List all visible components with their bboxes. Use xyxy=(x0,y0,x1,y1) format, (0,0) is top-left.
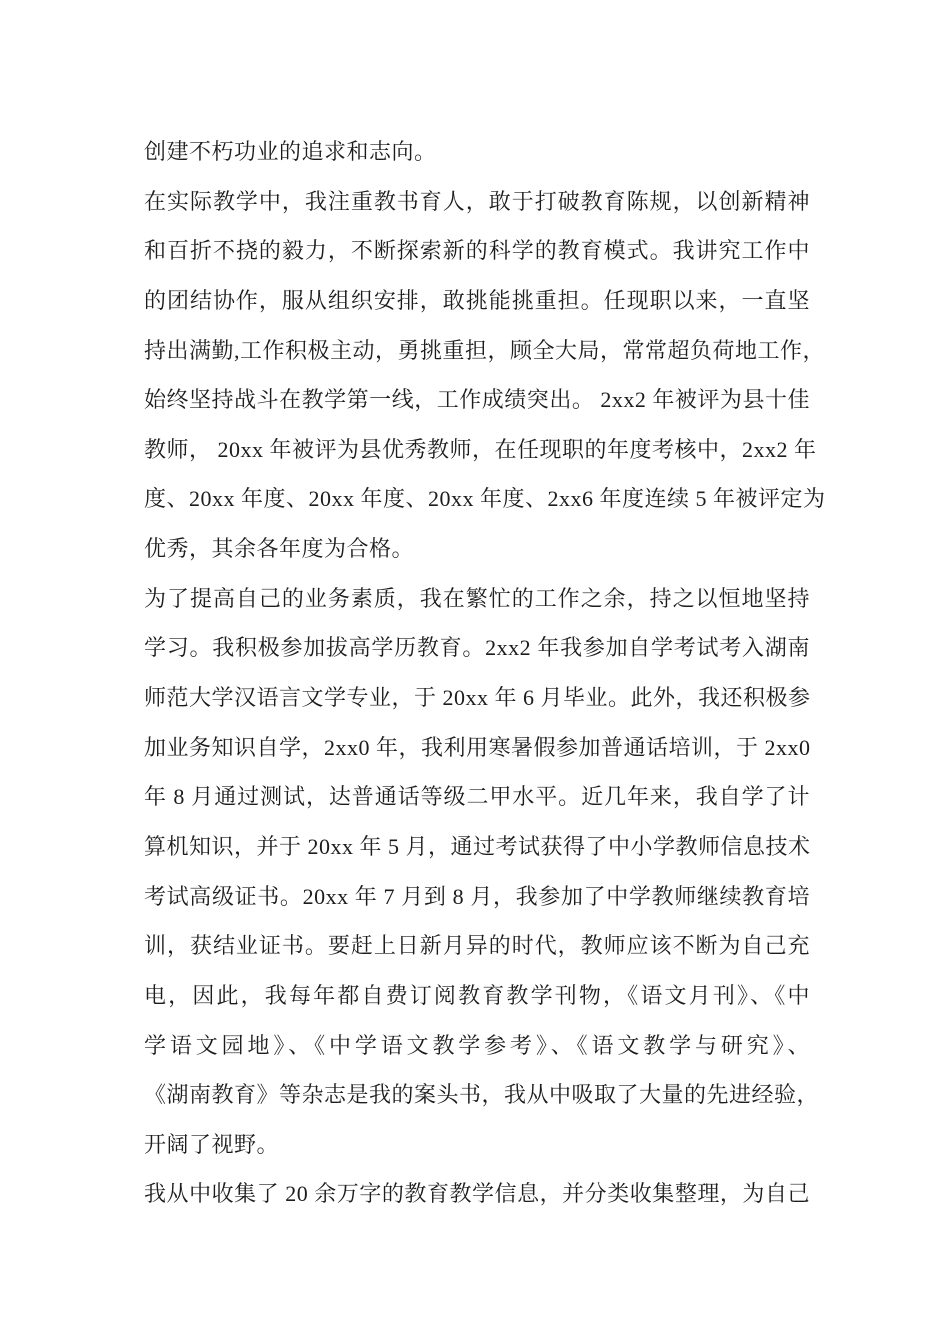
text-line: 始终坚持战斗在教学第一线，工作成绩突出。 2xx2 年被评为县十佳 xyxy=(144,387,810,413)
text-line: 我从中收集了 20 余万字的教育教学信息，并分类收集整理，为自己 xyxy=(144,1181,810,1207)
text-line: 训，获结业证书。要赶上日新月异的时代，教师应该不断为自己充 xyxy=(144,933,810,959)
text-line: 优秀，其余各年度为合格。 xyxy=(144,536,415,562)
text-line: 开阔了视野。 xyxy=(144,1131,280,1157)
text-line: 电，因此，我每年都自费订阅教育教学刊物，《语文月刊》、《中 xyxy=(144,982,810,1008)
text-line: 学习。我积极参加拔高学历教育。2xx2 年我参加自学考试考入湖南 xyxy=(144,635,810,661)
text-line: 师范大学汉语言文学专业，于 20xx 年 6 月毕业。此外，我还积极参 xyxy=(144,685,811,711)
text-line: 创建不朽功业的追求和志向。 xyxy=(144,139,437,164)
text-line: 为了提高自己的业务素质，我在繁忙的工作之余，持之以恒地坚持 xyxy=(144,585,810,611)
text-line: 度、20xx 年度、20xx 年度、20xx 年度、2xx6 年度连续 5 年被评定为 xyxy=(144,486,826,512)
text-line: 考试高级证书。20xx 年 7 月到 8 月，我参加了中学教师继续教育培 xyxy=(144,883,810,909)
text-line: 《湖南教育》等杂志是我的案头书，我从中吸取了大量的先进经验， xyxy=(144,1082,820,1108)
text-line: 教师， 20xx 年被评为县优秀教师，在任现职的年度考核中，2xx2 年 xyxy=(144,436,817,462)
text-line: 加业务知识自学，2xx0 年，我利用寒暑假参加普通话培训，于 2xx0 xyxy=(144,734,811,760)
text-line: 算机知识，并于 20xx 年 5 月，通过考试获得了中小学教师信息技术 xyxy=(144,833,811,859)
text-block xyxy=(144,127,826,1219)
text-line: 持出满勤,工作积极主动，勇挑重担，顾全大局，常常超负荷地工作， xyxy=(144,337,826,363)
text-line: 的团结协作，服从组织安排，敢挑能挑重担。任现职以来，一直坚 xyxy=(144,287,810,313)
text-line: 学语文园地》、《中学语文教学参考》、《语文教学与研究》、 xyxy=(144,1032,810,1058)
text-line: 年 8 月通过测试，达普通话等级二甲水平。近几年来，我自学了计 xyxy=(144,784,810,810)
text-line: 在实际教学中，我注重教书育人，敢于打破教育陈规，以创新精神 xyxy=(144,188,810,214)
text-line: 和百折不挠的毅力，不断探索新的科学的教育模式。我讲究工作中 xyxy=(144,238,810,264)
